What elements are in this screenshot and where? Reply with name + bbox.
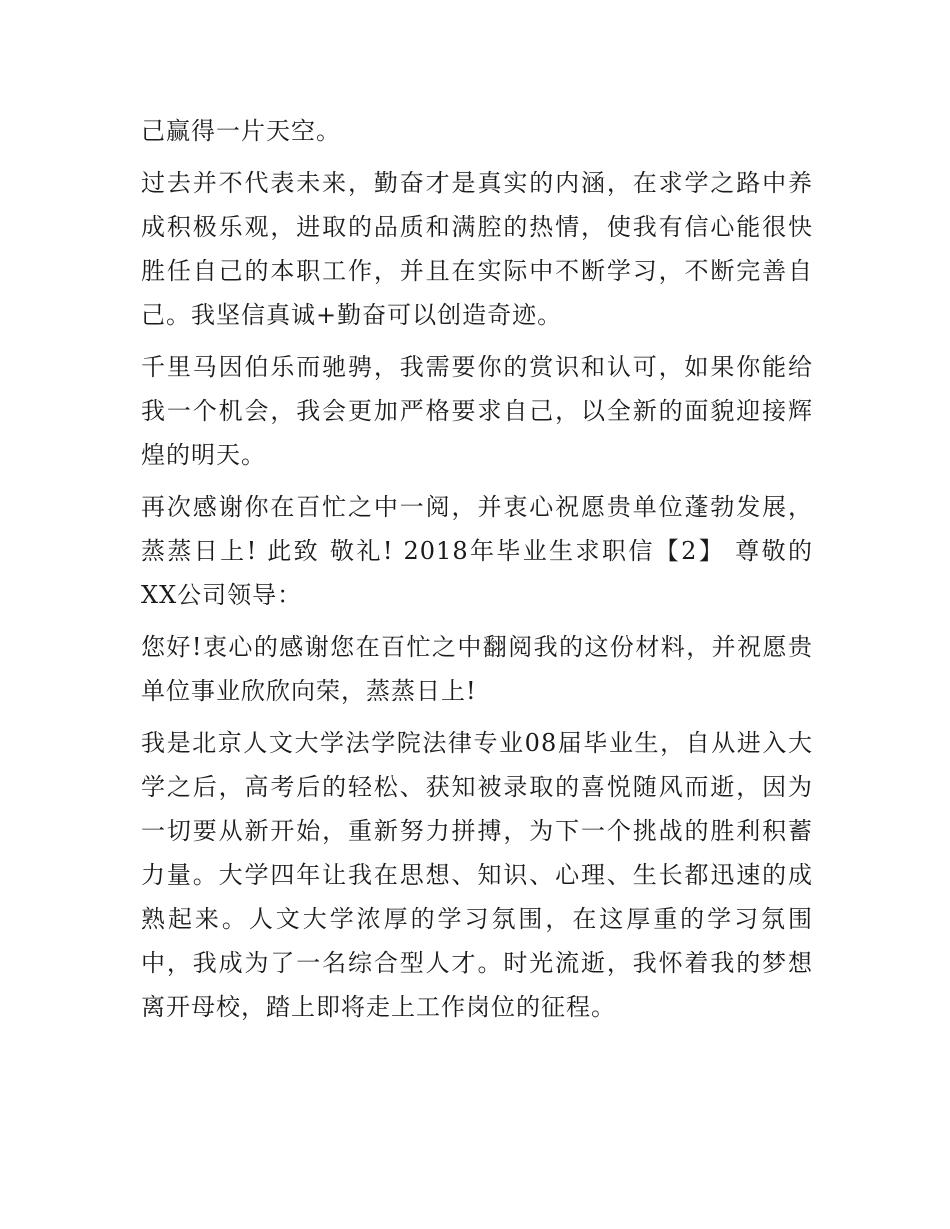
- paragraph-closing-and-letter-2-heading: 再次感谢你在百忙之中一阅，并衷心祝愿贵单位蓬勃发展，蒸蒸日上! 此致 敬礼! 2018年毕业生求职信【2】 尊敬的XX公司领导：: [141, 493, 813, 609]
- paragraph-continuation: 己赢得一片天空。: [141, 117, 341, 145]
- paragraph-self-introduction: 我是北京人文大学法学院法律专业08届毕业生，自从进入大学之后，高考后的轻松、获知被录取的喜悦随风而逝，因为一切要从新开始，重新努力拼搏，为下一个挑战的胜利积蓄力量。大学四年让我在思想、知识、心理、生长都迅速的成熟起来。人文大学浓厚的学习氛围，在这厚重的学习氛围中，我成为了一名综合型人才。时光流逝，我怀着我的梦想离开母校，踏上即将走上工作岗位的征程。: [141, 729, 813, 1021]
- paragraph-diligence: 过去并不代表未来，勤奋才是真实的内涵，在求学之路中养成积极乐观，进取的品质和满腔的热情，使我有信心能很快胜任自己的本职工作，并且在实际中不断学习，不断完善自己。我坚信真诚+勤奋可以创造奇迹。: [141, 169, 813, 329]
- document-body: [141, 109, 813, 1037]
- paragraph-greeting: 您好!衷心的感谢您在百忙之中翻阅我的这份材料，并祝愿贵单位事业欣欣向荣，蒸蒸日上!: [141, 633, 813, 705]
- paragraph-opportunity: 千里马因伯乐而驰骋，我需要你的赏识和认可，如果你能给我一个机会，我会更加严格要求自己，以全新的面貌迎接辉煌的明天。: [141, 353, 813, 469]
